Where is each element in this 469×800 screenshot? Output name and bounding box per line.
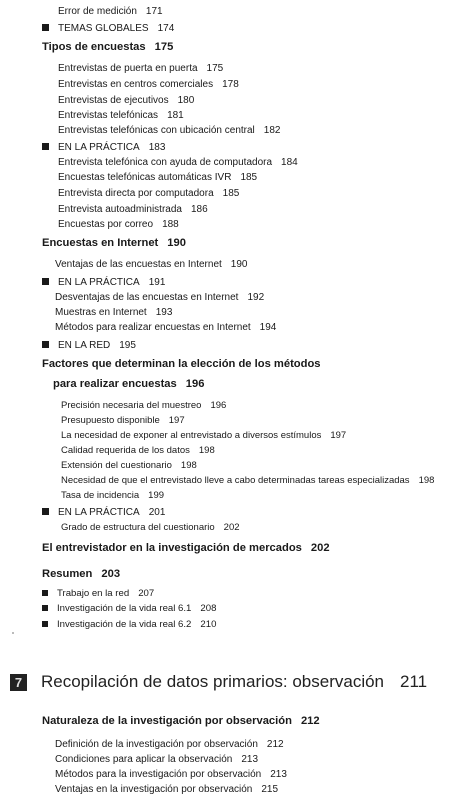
- toc-entry: [61, 401, 226, 411]
- toc-entry-title: Ventajas en la investigación por observación: [55, 784, 253, 795]
- square-bullet-icon: [42, 605, 48, 611]
- toc-entry-page: 175: [206, 63, 224, 74]
- toc-entry: [58, 96, 194, 106]
- chapter-number-box: 7: [10, 674, 27, 691]
- toc-entry-page: 175: [154, 41, 174, 53]
- toc-entry: [58, 126, 280, 136]
- toc-entry-page: 185: [240, 172, 258, 183]
- toc-entry: [61, 416, 185, 426]
- chapter-heading: [10, 672, 427, 692]
- toc-entry: [55, 260, 247, 270]
- toc-entry: [55, 740, 284, 750]
- toc-entry-page: 207: [138, 588, 155, 599]
- toc-entry-title: Entrevistas de ejecutivos: [58, 95, 169, 106]
- toc-entry-page: 202: [310, 542, 330, 554]
- toc-bullet-item: [42, 604, 216, 614]
- toc-entry: [58, 173, 257, 183]
- toc-entry: [55, 770, 287, 780]
- toc-entry-page: 198: [180, 460, 197, 471]
- toc-entry-page: 213: [241, 754, 259, 765]
- toc-entry-title: Tasa de incidencia: [61, 490, 140, 501]
- toc-entry: [61, 523, 240, 533]
- toc-entry-page: 178: [222, 79, 239, 90]
- toc-entry-page: 195: [119, 340, 136, 351]
- toc-entry-page: 190: [230, 259, 248, 270]
- toc-entry-title: Desventajas de las encuestas en Internet: [55, 292, 239, 303]
- toc-section-heading: [42, 238, 186, 249]
- toc-bullet-item: [42, 620, 216, 630]
- toc-entry-title: Presupuesto disponible: [61, 415, 160, 426]
- toc-bullet-item: [42, 143, 165, 153]
- toc-entry-page: 183: [148, 142, 166, 153]
- toc-entry: [58, 111, 184, 121]
- toc-entry-title: Entrevista directa por computadora: [58, 188, 214, 199]
- toc-entry: [58, 158, 298, 168]
- square-bullet-icon: [42, 590, 48, 596]
- toc-entry-title: Calidad requerida de los datos: [61, 445, 190, 456]
- toc-entry-title: para realizar encuestas: [53, 378, 177, 390]
- toc-entry-title: EN LA PRÁCTICA: [58, 142, 140, 153]
- toc-bullet-item: [42, 341, 136, 351]
- toc-entry-page: 203: [101, 568, 121, 580]
- toc-entry-page: 191: [148, 277, 166, 288]
- toc-entry-title: Definición de la investigación por observación: [55, 739, 258, 750]
- toc-entry: [58, 7, 163, 17]
- toc-entry-title: Encuestas por correo: [58, 219, 154, 230]
- toc-entry-title: TEMAS GLOBALES: [58, 23, 149, 34]
- toc-entry-page: 208: [200, 603, 217, 614]
- toc-entry-title: La necesidad de exponer al entrevistado a diversos estímulos: [61, 430, 322, 441]
- toc-entry-page: 199: [148, 490, 165, 501]
- toc-section-heading: [42, 569, 120, 580]
- toc-entry-page: 182: [263, 125, 281, 136]
- toc-entry-page: 185: [222, 188, 240, 199]
- toc-entry-title: EN LA RED: [58, 340, 111, 351]
- toc-entry: [55, 323, 276, 333]
- toc-entry-page: 198: [198, 445, 215, 456]
- toc-section-heading: [42, 42, 173, 53]
- toc-entry-title: Muestras en Internet: [55, 307, 147, 318]
- toc-entry-page: 190: [167, 237, 186, 249]
- toc-entry-page: 196: [210, 400, 227, 411]
- toc-entry: [58, 64, 223, 74]
- toc-entry-title: Grado de estructura del cuestionario: [61, 522, 215, 533]
- toc-entry: [55, 308, 172, 318]
- toc-entry: [61, 491, 164, 501]
- toc-entry-page: 215: [261, 784, 279, 795]
- toc-entry-page: 174: [157, 23, 175, 34]
- toc-entry-page: 197: [168, 415, 185, 426]
- toc-entry-title: Métodos para la investigación por observación: [55, 769, 262, 780]
- stray-mark: [12, 632, 14, 634]
- toc-entry-page: 201: [148, 507, 166, 518]
- toc-section-heading: [42, 543, 330, 554]
- toc-entry-title: EN LA PRÁCTICA: [58, 507, 140, 518]
- toc-entry-page: 194: [259, 322, 277, 333]
- toc-entry: [55, 293, 264, 303]
- toc-entry-title: Trabajo en la red: [57, 588, 130, 599]
- toc-entry-title: El entrevistador en la investigación de mercados: [42, 542, 302, 554]
- square-bullet-icon: [42, 508, 49, 515]
- toc-entry: [58, 80, 239, 90]
- square-bullet-icon: [42, 278, 49, 285]
- toc-entry-page: 212: [300, 715, 320, 727]
- toc-entry: [61, 461, 197, 471]
- toc-entry: [55, 785, 278, 795]
- square-bullet-icon: [42, 621, 48, 627]
- toc-entry-page: 210: [200, 619, 217, 630]
- toc-entry-title: Entrevistas telefónicas: [58, 110, 159, 121]
- toc-entry-title: Extensión del cuestionario: [61, 460, 172, 471]
- toc-entry: [55, 755, 258, 765]
- toc-entry-title: Entrevistas de puerta en puerta: [58, 63, 198, 74]
- toc-bullet-item: [42, 589, 154, 599]
- toc-entry-title: Entrevista telefónica con ayuda de computadora: [58, 157, 273, 168]
- toc-entry-title: Entrevistas telefónicas con ubicación central: [58, 125, 255, 136]
- toc-bullet-item: [42, 278, 165, 288]
- toc-entry-page: 186: [190, 204, 208, 215]
- toc-entry: [61, 446, 215, 456]
- toc-entry-title: Tipos de encuestas: [42, 41, 146, 53]
- toc-entry-title: Investigación de la vida real 6.2: [57, 619, 192, 630]
- toc-entry-title: Error de medición: [58, 6, 137, 17]
- toc-section-heading: [42, 359, 321, 370]
- toc-entry-title: Ventajas de las encuestas en Internet: [55, 259, 222, 270]
- square-bullet-icon: [42, 143, 49, 150]
- toc-entry-page: 171: [145, 6, 163, 17]
- toc-entry-page: 198: [418, 475, 435, 486]
- toc-bullet-item: [42, 24, 174, 34]
- toc-entry-page: 192: [247, 292, 265, 303]
- toc-entry-title: Encuestas en Internet: [42, 237, 159, 249]
- toc-entry-page: 193: [155, 307, 173, 318]
- toc-entry: [58, 205, 208, 215]
- toc-entry-page: 213: [270, 769, 287, 780]
- toc-entry-title: Precisión necesaria del muestreo: [61, 400, 202, 411]
- toc-entry-page: 188: [162, 219, 179, 230]
- toc-entry: [58, 220, 179, 230]
- toc-section-heading: [42, 716, 320, 727]
- toc-entry-title: Factores que determinan la elección de los métodos: [42, 358, 321, 370]
- toc-entry-page: 196: [185, 378, 205, 390]
- toc-entry-page: 212: [266, 739, 284, 750]
- toc-entry-title: EN LA PRÁCTICA: [58, 277, 140, 288]
- toc-entry-title: Encuestas telefónicas automáticas IVR: [58, 172, 232, 183]
- toc-entry-page: 184: [281, 157, 298, 168]
- toc-entry-title: Condiciones para aplicar la observación: [55, 754, 233, 765]
- toc-entry-title: Necesidad de que el entrevistado lleve a cabo determinadas tareas especializadas: [61, 475, 410, 486]
- toc-entry-title: Entrevistas en centros comerciales: [58, 79, 214, 90]
- toc-section-heading: [53, 379, 204, 390]
- toc-entry-title: Métodos para realizar encuestas en Internet: [55, 322, 251, 333]
- toc-entry-page: 181: [167, 110, 184, 121]
- toc-entry-page: 180: [177, 95, 195, 106]
- toc-entry-title: Investigación de la vida real 6.1: [57, 603, 192, 614]
- toc-entry-page: 202: [223, 522, 240, 533]
- chapter-title: Recopilación de datos primarios: observación: [41, 672, 385, 691]
- square-bullet-icon: [42, 24, 49, 31]
- chapter-page: 211: [400, 672, 428, 691]
- toc-entry: [61, 431, 346, 441]
- toc-entry-title: Naturaleza de la investigación por observación: [42, 715, 292, 727]
- toc-entry-title: Entrevista autoadministrada: [58, 204, 182, 215]
- toc-bullet-item: [42, 508, 165, 518]
- square-bullet-icon: [42, 341, 49, 348]
- toc-entry-page: 197: [330, 430, 347, 441]
- toc-entry: [61, 476, 434, 486]
- toc-entry: [58, 189, 239, 199]
- toc-entry-title: Resumen: [42, 568, 93, 580]
